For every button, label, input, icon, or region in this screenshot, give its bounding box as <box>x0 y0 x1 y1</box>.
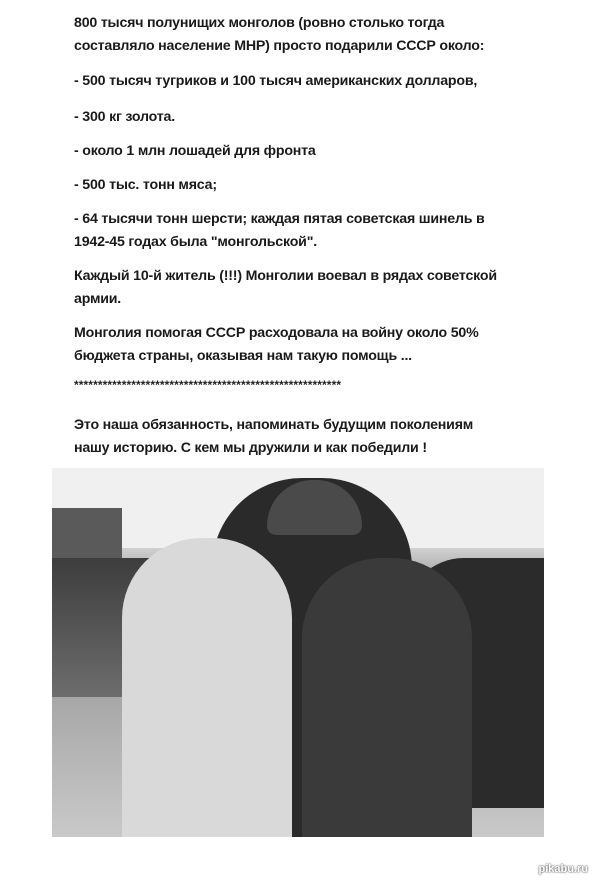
text-line: 800 тысяч полунищих монголов (ровно столько тогда <box>74 15 445 31</box>
separator: ******************************************************** <box>74 378 342 392</box>
text-line: Это наша обязанность, напоминать будущим поколениям <box>74 417 474 433</box>
text-line: - 64 тысячи тонн шерсти; каждая пятая советская шинель в <box>74 211 485 227</box>
list-item-gold: - 300 кг золота. <box>74 109 175 125</box>
list-item-money: - 500 тысяч тугриков и 100 тысяч американских долларов, <box>74 73 478 89</box>
text-line: составляло население МНР) просто подарили СССР около: <box>74 38 485 54</box>
watermark: pikabu.ru <box>538 863 588 875</box>
text-line: Каждый 10-й житель (!!!) Монголии воевал в рядах советской <box>74 268 497 284</box>
text-line: армии. <box>74 291 122 307</box>
photo-woman <box>302 558 472 837</box>
text-line: бюджета страны, оказывая нам такую помощь ... <box>74 348 412 364</box>
text-line: Монголия помогая СССР расходовала на войну около 50% <box>74 325 479 341</box>
text-line: 1942-45 годах была "монгольской". <box>74 234 317 250</box>
text-line: нашу историю. С кем мы дружили и как победили ! <box>74 440 427 456</box>
list-item-horses: - около 1 млн лошадей для фронта <box>74 143 316 159</box>
war-photo <box>52 468 544 837</box>
list-item-meat: - 500 тыс. тонн мяса; <box>74 177 217 193</box>
photo-girl <box>122 538 292 837</box>
